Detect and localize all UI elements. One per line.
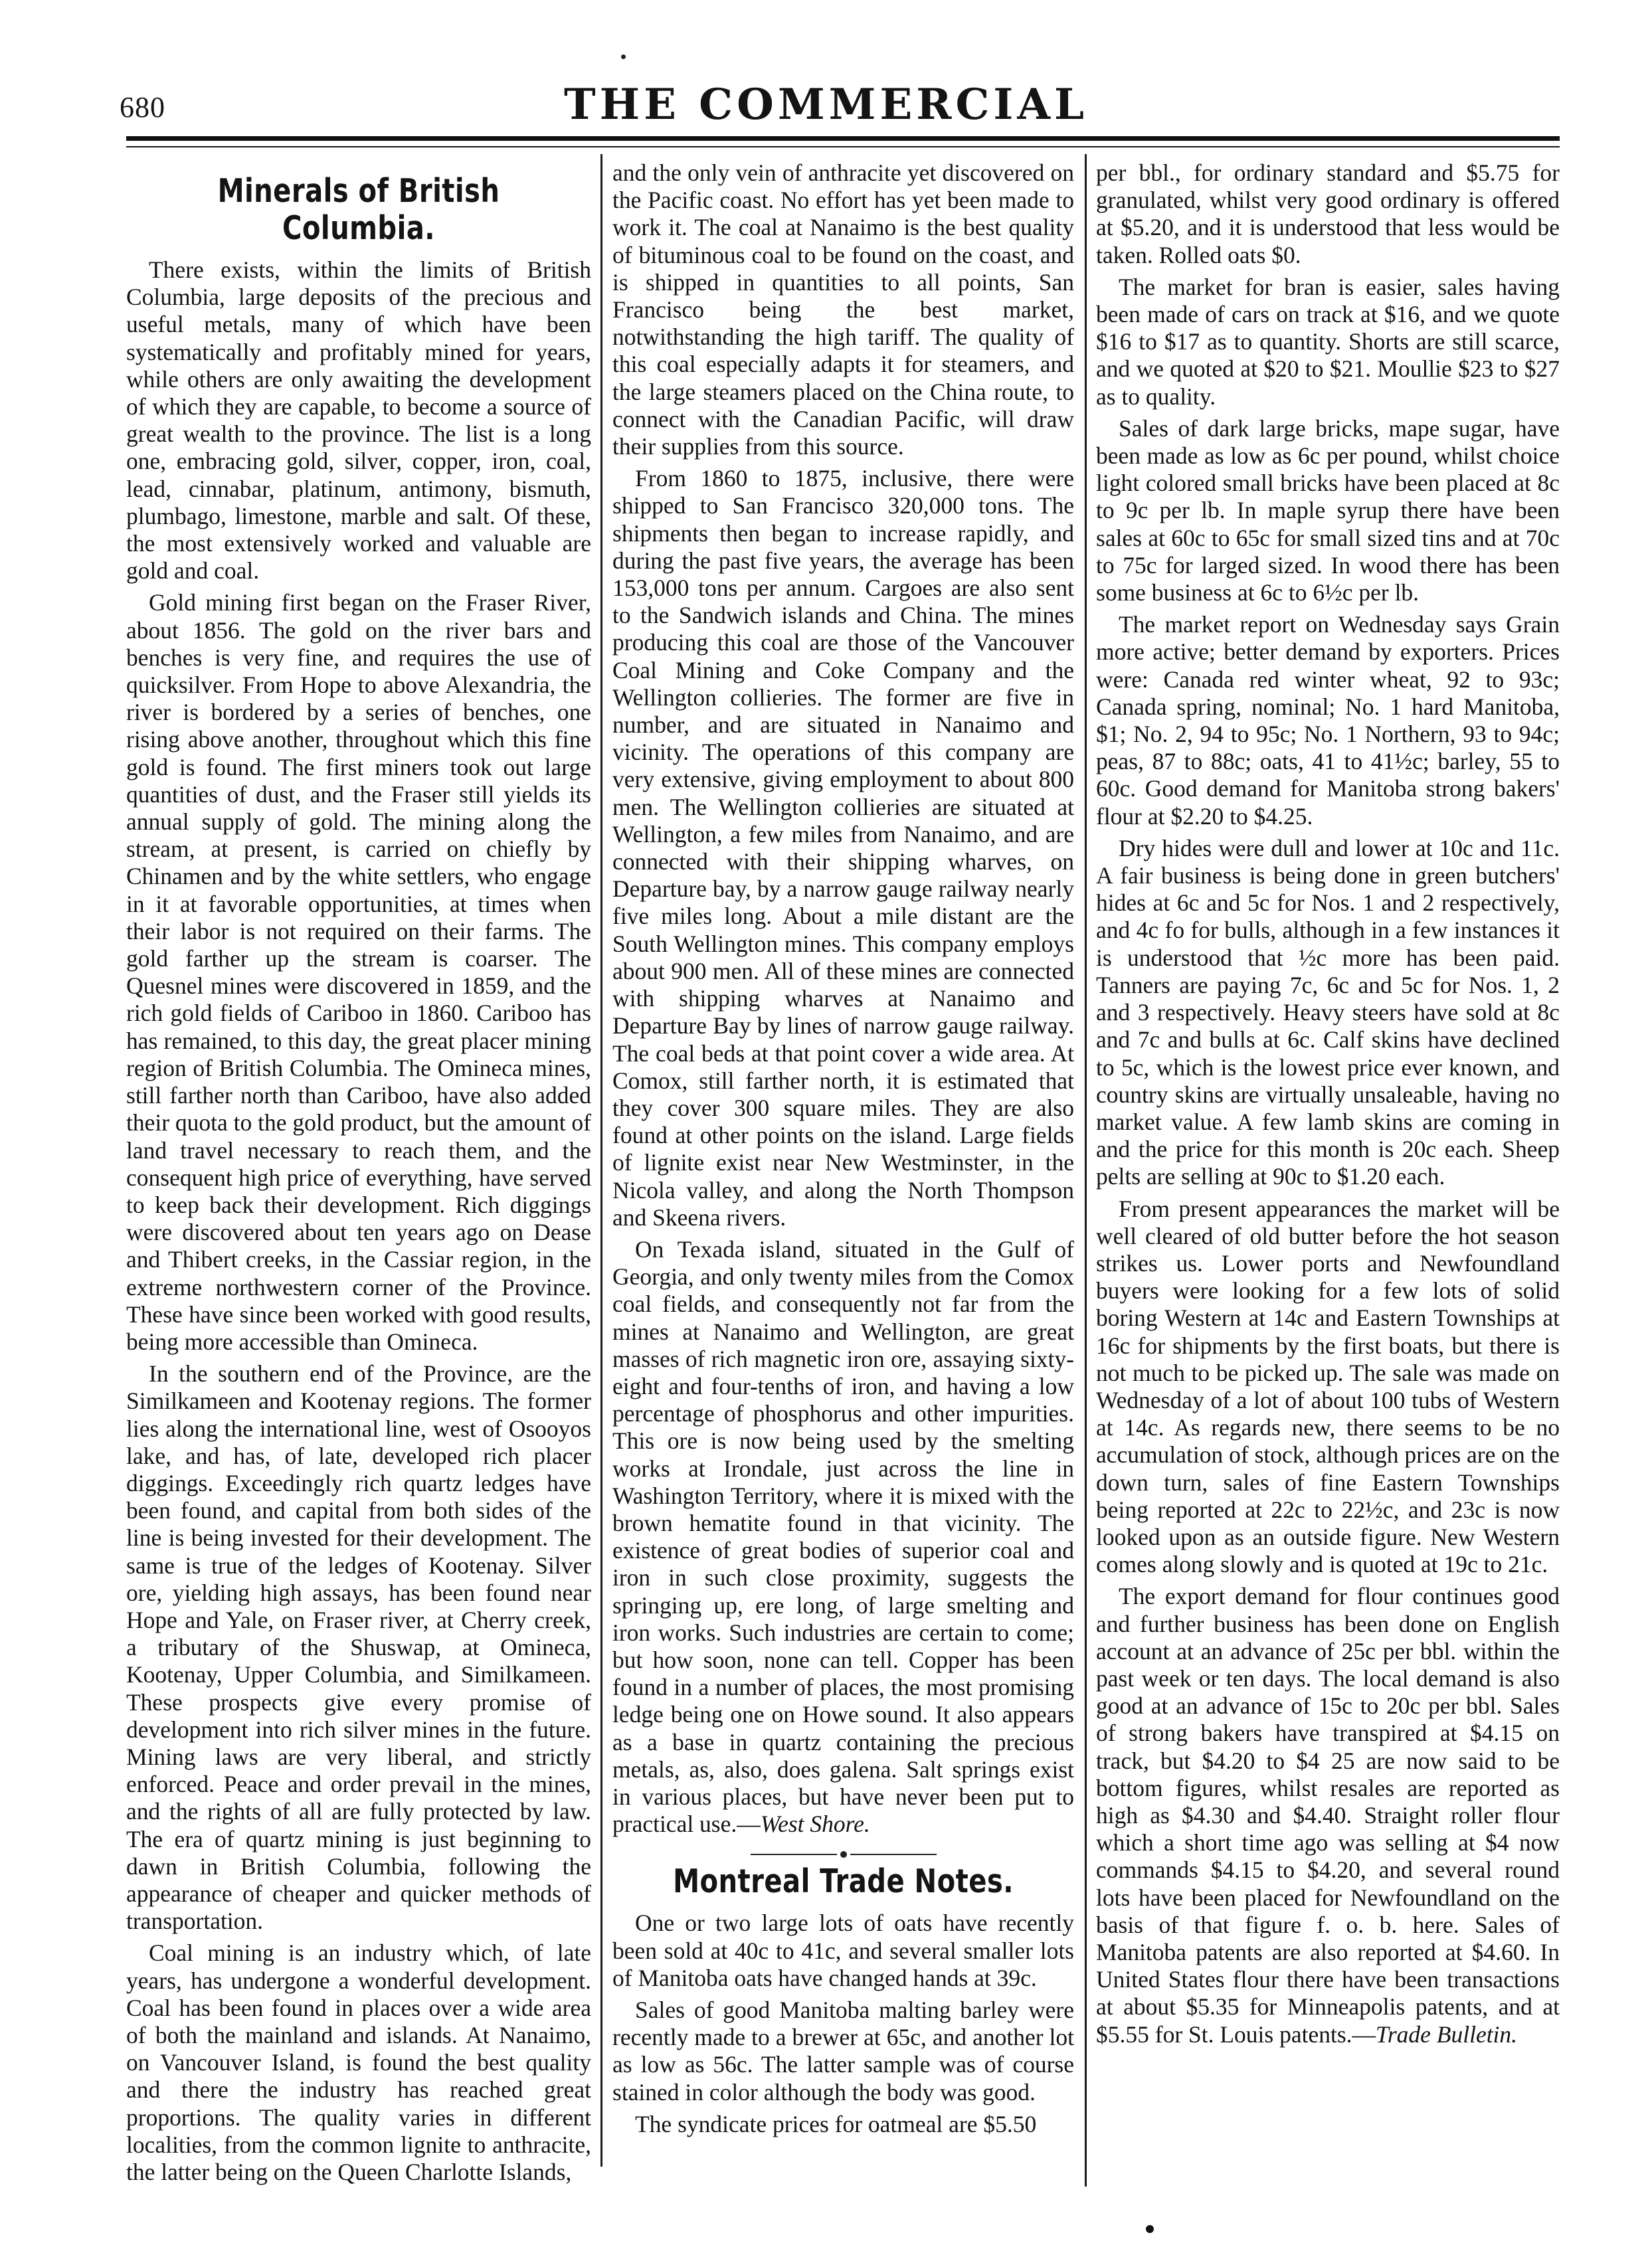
paragraph: In the southern end of the Province, are the Similkameen and Kootenay regions. The former lies along the international line, west of Osooyos lake, and has, of late, developed rich placer diggings. Exceedingly rich quartz ledges have been found, and capital from both sides of the line is being invested for their development. The same is true of the ledges of Kootenay. Silver ore, yielding high assays, has been found near Hope and Yale, on Fraser river, at Cherry creek, a tributary of the Shuswap, at Omineca, Kootenay, Upper Columbia, and Similkameen. These prospects give every promise of development into rich silver mines in the future. Mining laws are very liberal, and strictly enforced. Peace and order prevail in the mines, and the rights of all are fully protected by law. The era of quartz mining is just beginning to dawn in British Columbia, following the appearance of cheaper and quicker methods of transportation. bbox=[126, 1360, 591, 1935]
paragraph: Sales of dark large bricks, mape sugar, have been made as low as 6c per pound, whilst choice light colored small bricks have been placed at 8c to 9c per lb. In maple syrup there have been sales at 60c to 65c for small sized tins and at 70c to 75c for larged sized. In wood there has been some business at 6c to 6½c per lb. bbox=[1096, 414, 1560, 606]
article-heading-minerals: Minerals of British Columbia. bbox=[217, 172, 500, 247]
page-number: 680 bbox=[120, 91, 165, 124]
article-heading-montreal: Montreal Trade Notes. bbox=[673, 1862, 1014, 1901]
column-separator-right bbox=[1085, 154, 1087, 2187]
article-divider bbox=[612, 1851, 1074, 1858]
paragraph: From 1860 to 1875, inclusive, there were shipped to San Francisco 320,000 tons. The shipments then began to increase rapidly, and during the past five years, the average has been 153,000 tons per annum. Cargoes are also sent to the Sandwich islands and China. The mines producing this coal are those of the Vancouver Coal Mining and Coke Company and the Wellington collieries. The former are five in number, and are situated in Nanaimo and vicinity. The operations of this company are very extensive, giving employment to about 800 men. The Wellington collieries are situated at Wellington, a few miles from Nanaimo, and are connected with their shipping wharves, on Departure bay, by a narrow gauge railway nearly five miles long. About a mile distant are the South Wellington mines. This company employs about 900 men. All of these mines are connected with shipping wharves at Nanaimo and Departure Bay by lines of narrow gauge railway. The coal beds at that point cover a wide area. At Comox, still farther north, it is estimated that they cover 300 square miles. They are also found at other points on the island. Large fields of lignite exist near New Westminster, in the Nicola valley, and along the North Thompson and Skeena rivers. bbox=[612, 465, 1074, 1231]
paragraph: The market report on Wednesday says Grain more active; better demand by exporters. Prices were: Canada red winter wheat, 92 to 93c; Canada spring, nominal; No. 1 hard Manitoba, $1; No. 2, 94 to 95c; No. 1 Northern, 93 to 94c; peas, 87 to 88c; oats, 41 to 41½c; barley, 55 to 60c. Good demand for Manitoba strong bakers' flour at $2.20 to $4.25. bbox=[1096, 611, 1560, 830]
divider-dot bbox=[840, 1851, 847, 1858]
paragraph-text: On Texada island, situated in the Gulf of Georgia, and only twenty miles from the Comox coal fields, and consequently not far from the mines at Nanaimo and Wellington, are great masses of rich magnetic iron ore, assaying sixty-eight and four-tenths of iron, and having a low percentage of phosphorus and other impurities. This ore is now being used by the smelting works at Irondale, just across the line in Washington Territory, where it is mixed with the brown hematite found in that vicinity. The existence of great bodies of superior coal and iron in such close proximity, suggests the springing up, ere long, of large smelting and iron works. Such industries are certain to come; but how soon, none can tell. Copper has been found in a number of places, the most promising ledge being one on Howe sound. It also appears as a base in quartz containing the precious metals, as, also, does galena. Salt springs exist in various places, but have never been put to practical use.— bbox=[612, 1235, 1074, 1838]
paragraph: and the only vein of anthracite yet discovered on the Pacific coast. No effort has yet been made to work it. The coal at Nanaimo is the best quality of bituminous coal to be found on the coast, and is shipped in quantities to all points, San Francisco being the best market, notwithstanding the high tariff. The quality of this coal especially adapts it for steamers, and the large steamers placed on the China route, to connect with the Canadian Pacific, will draw their supplies from this source. bbox=[612, 159, 1074, 460]
source-credit: Trade Bulletin. bbox=[1376, 2020, 1518, 2048]
divider-line bbox=[751, 1854, 837, 1855]
paragraph bbox=[612, 1236, 1074, 1838]
source-credit: West Shore. bbox=[760, 1811, 870, 1838]
paragraph: One or two large lots of oats have recently been sold at 40c to 41c, and several smaller lots of Manitoba oats have changed hands at 39c. bbox=[612, 1910, 1074, 1991]
paragraph: From present appearances the market will be well cleared of old butter before the hot season strikes us. Lower ports and Newfoundland buyers were looking for a few lots of solid boring Western at 14c and Eastern Townships at 16c for shipments by the first boats, but there is not much to be picked up. The sale was made on Wednesday of a lot of about 100 tubs of Western at 14c. As regards new, there seems to be no accumulation of stock, although prices are on the down turn, sales of fine Eastern Townships being reported at 22c to 22½c, and 23c is now looked upon as an outside figure. New Western comes along slowly and is quoted at 19c to 21c. bbox=[1096, 1195, 1560, 1578]
paragraph: Coal mining is an industry which, of late years, has undergone a wonderful development. Coal has been found in places over a wide area of both the mainland and islands. At Nanaimo, on Vancouver Island, is found the best quality and there the industry has reached great proportions. The quality varies in different localities, from the common lignite to anthracite, the latter being on the Queen Charlotte Islands, bbox=[126, 1939, 591, 2186]
header-rule-thick bbox=[126, 136, 1560, 141]
masthead-title: THE COMMERCIAL bbox=[563, 80, 1089, 130]
header-rule-thin bbox=[126, 146, 1560, 147]
paragraph: Sales of good Manitoba malting barley were recently made to a brewer at 65c, and another lot as low as 56c. The latter sample was of course stained in color although the body was good. bbox=[612, 1997, 1074, 2106]
paragraph: Gold mining first began on the Fraser River, about 1856. The gold on the river bars and benches is very fine, and requires the use of quicksilver. From Hope to above Alexandria, the river is bordered by a series of benches, one rising above another, throughout which this fine gold is found. The first miners took out large quantities of dust, and the Fraser still yields its annual supply of gold. The mining along the stream, at present, is carried on chiefly by Chinamen and by the white settlers, who engage in it at favorable opportunities, at times when their labor is not required on their farms. The gold farther up the stream is coarser. The Quesnel mines were discovered in 1859, and the rich gold fields of Cariboo in 1860. Cariboo has has remained, to this day, the great placer mining region of British Columbia. The Omineca mines, still farther north than Cariboo, have also added their quota to the gold product, but the amount of land travel necessary to reach them, and the consequent high price of everything, have served to keep back their development. Rich diggings were discovered about ten years ago on Dease and Thibert creeks, in the Cassiar region, in the extreme northwestern corner of the Province. These have since been worked with good results, being more accessible than Omineca. bbox=[126, 589, 591, 1355]
column-separator-left bbox=[600, 154, 602, 2167]
paragraph: The syndicate prices for oatmeal are $5.50 bbox=[635, 2110, 1037, 2137]
column-2 bbox=[612, 159, 1074, 2212]
ink-dot-bottom bbox=[1146, 2225, 1154, 2233]
paragraph: Dry hides were dull and lower at 10c and 11c. A fair business is being done in green butchers' hides at 6c and 5c for Nos. 1 and 2 respectively, and 4c fo for bulls, although in a few instances it is understood that ½c more has been paid. Tanners are paying 7c, 6c and 5c for Nos. 1, 2 and 3 respectively. Heavy steers have sold at 8c and 7c and bulls at 6c. Calf skins have declined to 5c, which is the lowest price ever known, and country skins are virtually unsaleable, having no market value. A few lamb skins are coming in and the price for this month is 20c each. Sheep pelts are selling at 90c to $1.20 each. bbox=[1096, 834, 1560, 1190]
ink-dot-top bbox=[621, 54, 626, 59]
divider-line bbox=[850, 1854, 937, 1855]
column-3 bbox=[1096, 159, 1560, 2212]
paragraph-text: The export demand for flour continues good and further business has been done on English account at an advance of 25c per bbl. within the past week or ten days. The local demand is also good at an advance of 15c to 20c per bbl. Sales of strong bakers have transpired at $4.15 on track, but $4.20 to $4 25 are now said to be bottom figures, whilst resales are reported as high as $4.30 and $4.40. Straight roller flour which a short time ago was selling at $4 now commands $4.15 to $4.20, and several round lots have been placed for Newfoundland on the basis of that figure f. o. b. here. Sales of Manitoba patents are also reported at $4.60. In United States flour there have been transactions at about $5.35 for Minneapolis patents, and at $5.55 for St. Louis patents.— bbox=[1096, 1583, 1560, 2048]
paragraph bbox=[1096, 1583, 1560, 2048]
paragraph: The market for bran is easier, sales having been made of cars on track at $16, and we quote $16 to $17 as to quantity. Shorts are still scarce, and we quoted at $20 to $21. Moullie $23 to $27 as to quality. bbox=[1096, 273, 1560, 410]
paragraph: There exists, within the limits of British Columbia, large deposits of the precious and useful metals, many of which have been systematically and profitably mined for years, while others are only awaiting the development of which they are capable, to become a source of great wealth to the province. The list is a long one, embracing gold, silver, copper, iron, coal, lead, cinnabar, platinum, antimony, bismuth, plumbago, limestone, marble and salt. Of these, the most extensively worked and valuable are gold and coal. bbox=[126, 256, 591, 584]
column-1 bbox=[126, 159, 591, 2212]
paragraph: per bbl., for ordinary standard and $5.75 for granulated, whilst very good ordinary is offered at $5.20, and it is understood that less would be taken. Rolled oats $0. bbox=[1096, 159, 1560, 268]
